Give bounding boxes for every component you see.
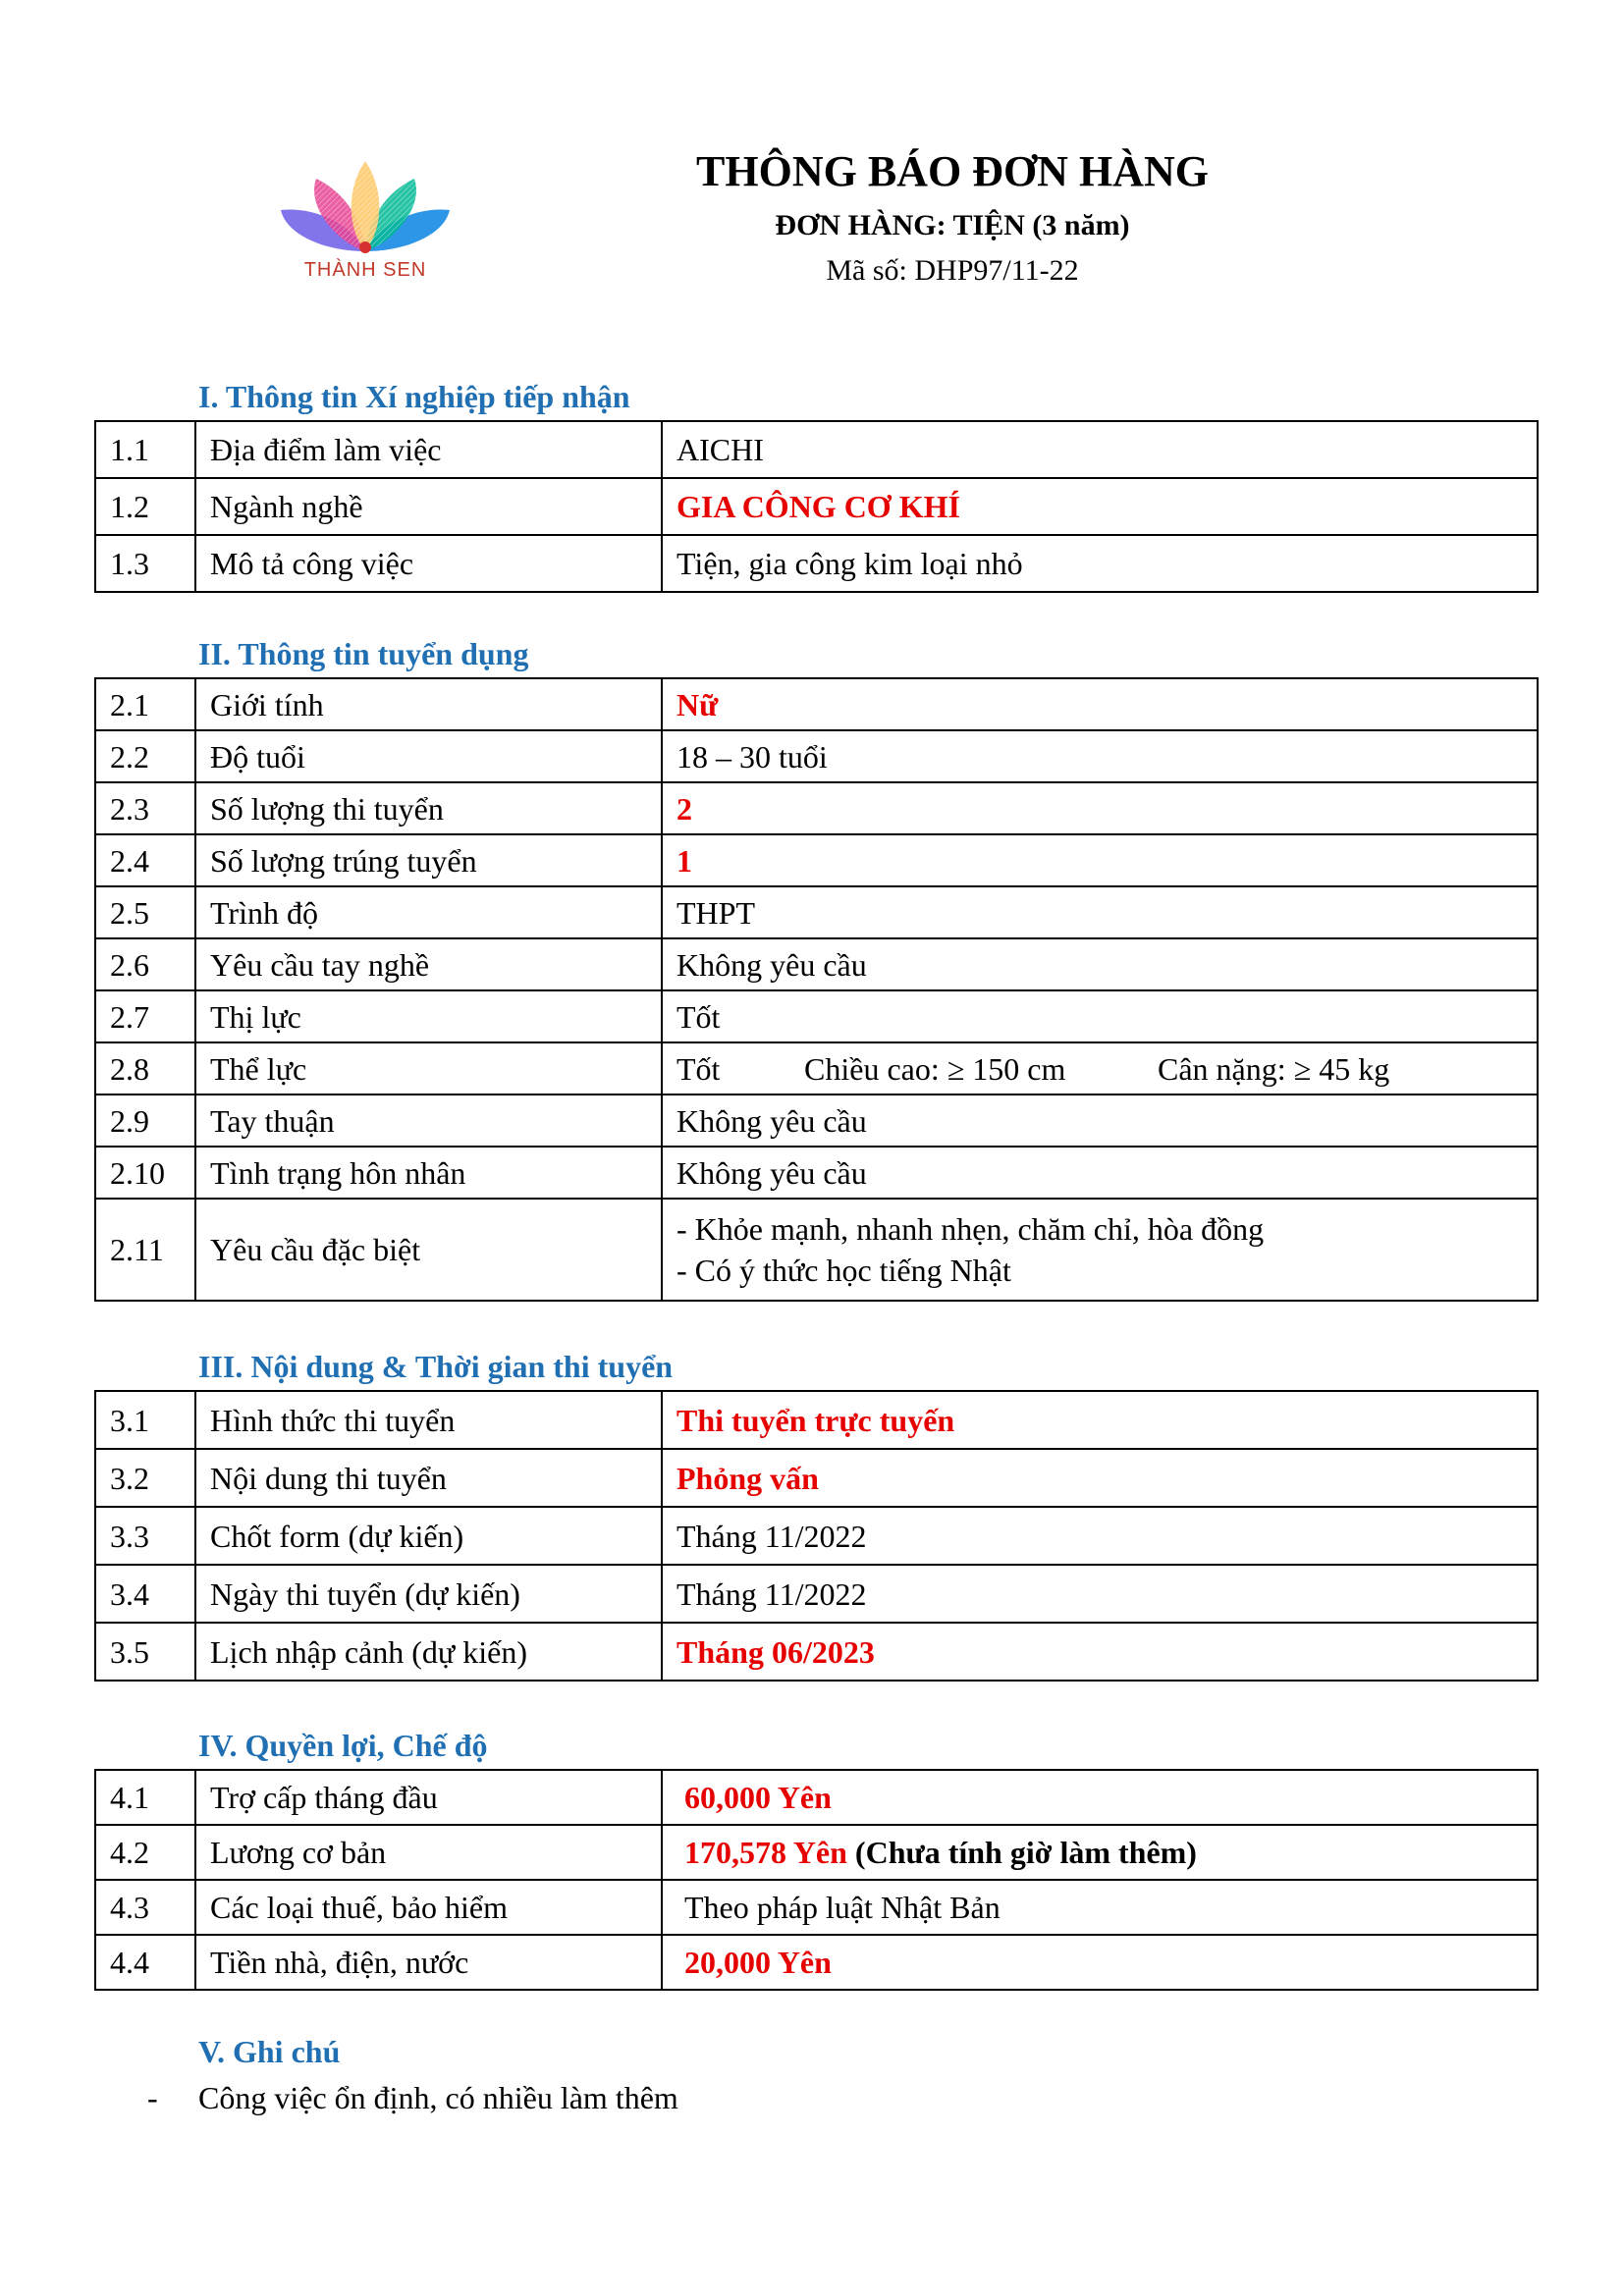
row-value: 60,000 Yên <box>662 1770 1538 1825</box>
row-label: Số lượng trúng tuyển <box>195 834 662 886</box>
table-row <box>95 1623 1538 1681</box>
row-label: Số lượng thi tuyển <box>195 782 662 834</box>
row-label: Mô tả công việc <box>195 535 662 592</box>
row-number: 3.5 <box>95 1623 195 1681</box>
row-value: Nữ <box>662 678 1538 730</box>
row-label: Độ tuổi <box>195 730 662 782</box>
row-label: Chốt form (dự kiến) <box>195 1507 662 1565</box>
row-value <box>662 1042 1538 1095</box>
table-row <box>95 421 1538 478</box>
row-number: 3.4 <box>95 1565 195 1623</box>
row-number: 2.5 <box>95 886 195 938</box>
salary-value: 170,578 Yên <box>684 1835 847 1870</box>
row-value: 2 <box>662 782 1538 834</box>
row-value: Không yêu cầu <box>662 1147 1538 1199</box>
table-row <box>95 1770 1538 1825</box>
note-text: Công việc ổn định, có nhiều làm thêm <box>198 2080 678 2115</box>
row-number: 4.3 <box>95 1880 195 1935</box>
row-number: 3.2 <box>95 1449 195 1507</box>
section-3-title: III. Nội dung & Thời gian thi tuyển <box>198 1349 674 1384</box>
table-row <box>95 1507 1538 1565</box>
row-value <box>662 1199 1538 1301</box>
row-value: AICHI <box>662 421 1538 478</box>
row-value: THPT <box>662 886 1538 938</box>
table-row <box>95 990 1538 1042</box>
row-label: Thị lực <box>195 990 662 1042</box>
row-label: Hình thức thi tuyển <box>195 1391 662 1449</box>
row-number: 2.3 <box>95 782 195 834</box>
note-item <box>147 2077 678 2118</box>
row-value: Không yêu cầu <box>662 1095 1538 1147</box>
row-label: Trợ cấp tháng đầu <box>195 1770 662 1825</box>
table-row <box>95 678 1538 730</box>
row-number: 4.1 <box>95 1770 195 1825</box>
logo-text: THÀNH SEN <box>303 259 427 281</box>
section-4-table <box>94 1769 1539 1991</box>
row-number: 1.3 <box>95 535 195 592</box>
row-label: Tay thuận <box>195 1095 662 1147</box>
table-row <box>95 535 1538 592</box>
row-number: 1.2 <box>95 478 195 535</box>
lotus-icon <box>277 157 454 265</box>
row-label: Yêu cầu đặc biệt <box>195 1199 662 1301</box>
row-number: 4.2 <box>95 1825 195 1880</box>
page-title: THÔNG BÁO ĐƠN HÀNG <box>696 147 1209 195</box>
row-number: 2.8 <box>95 1042 195 1095</box>
order-code: Mã số: DHP97/11-22 <box>826 254 1079 287</box>
table-row <box>95 1199 1538 1301</box>
table-row <box>95 1095 1538 1147</box>
section-2-table <box>94 677 1539 1302</box>
row-value: Tháng 06/2023 <box>662 1623 1538 1681</box>
section-5-title: V. Ghi chú <box>198 2034 341 2069</box>
row-value <box>662 1825 1538 1880</box>
row-label: Tình trạng hôn nhân <box>195 1147 662 1199</box>
row-number: 2.4 <box>95 834 195 886</box>
table-row <box>95 730 1538 782</box>
section-4-title: IV. Quyền lợi, Chế độ <box>198 1728 488 1763</box>
weight-requirement: Cân nặng: ≥ 45 kg <box>1158 1050 1390 1087</box>
table-row <box>95 1449 1538 1507</box>
height-requirement: Chiều cao: ≥ 150 cm <box>804 1050 1066 1087</box>
row-value: Không yêu cầu <box>662 938 1538 990</box>
row-number: 2.9 <box>95 1095 195 1147</box>
table-row <box>95 1147 1538 1199</box>
table-row <box>95 1935 1538 1990</box>
row-label: Yêu cầu tay nghề <box>195 938 662 990</box>
row-label: Tiền nhà, điện, nước <box>195 1935 662 1990</box>
row-value: Phỏng vấn <box>662 1449 1538 1507</box>
company-logo <box>277 157 454 289</box>
row-number: 2.10 <box>95 1147 195 1199</box>
row-number: 1.1 <box>95 421 195 478</box>
row-label: Ngành nghề <box>195 478 662 535</box>
row-value: 18 – 30 tuổi <box>662 730 1538 782</box>
table-row <box>95 834 1538 886</box>
section-2-title: II. Thông tin tuyển dụng <box>198 636 529 671</box>
order-subtitle: ĐƠN HÀNG: TIỆN (3 năm) <box>775 209 1130 241</box>
special-requirement-line: - Khỏe mạnh, nhanh nhẹn, chăm chỉ, hòa đồng <box>676 1211 1265 1247</box>
row-number: 2.11 <box>95 1199 195 1301</box>
table-row <box>95 1042 1538 1095</box>
section-1-table <box>94 420 1539 593</box>
table-row <box>95 1825 1538 1880</box>
row-number: 2.1 <box>95 678 195 730</box>
row-value: Theo pháp luật Nhật Bản <box>662 1880 1538 1935</box>
row-label: Nội dung thi tuyển <box>195 1449 662 1507</box>
table-row <box>95 478 1538 535</box>
fitness-value: Tốt <box>676 1050 721 1087</box>
table-row <box>95 1391 1538 1449</box>
row-label: Địa điểm làm việc <box>195 421 662 478</box>
row-value: Tiện, gia công kim loại nhỏ <box>662 535 1538 592</box>
row-value: 20,000 Yên <box>662 1935 1538 1990</box>
section-1-title: I. Thông tin Xí nghiệp tiếp nhận <box>198 379 630 414</box>
row-number: 2.7 <box>95 990 195 1042</box>
row-number: 2.2 <box>95 730 195 782</box>
salary-note: (Chưa tính giờ làm thêm) <box>854 1835 1197 1870</box>
special-requirement-line: - Có ý thức học tiếng Nhật <box>676 1253 1011 1288</box>
row-value: Tốt <box>662 990 1538 1042</box>
table-row <box>95 782 1538 834</box>
row-label: Ngày thi tuyển (dự kiến) <box>195 1565 662 1623</box>
row-number: 3.1 <box>95 1391 195 1449</box>
row-label: Thể lực <box>195 1042 662 1095</box>
row-label: Giới tính <box>195 678 662 730</box>
table-row <box>95 1565 1538 1623</box>
row-number: 3.3 <box>95 1507 195 1565</box>
table-row <box>95 886 1538 938</box>
row-value: Tháng 11/2022 <box>662 1507 1538 1565</box>
note-bullet: - <box>147 2080 158 2115</box>
row-label: Các loại thuế, bảo hiểm <box>195 1880 662 1935</box>
row-number: 2.6 <box>95 938 195 990</box>
row-label: Trình độ <box>195 886 662 938</box>
row-value: 1 <box>662 834 1538 886</box>
row-label: Lịch nhập cảnh (dự kiến) <box>195 1623 662 1681</box>
row-number: 4.4 <box>95 1935 195 1990</box>
row-label: Lương cơ bản <box>195 1825 662 1880</box>
row-value: Tháng 11/2022 <box>662 1565 1538 1623</box>
table-row <box>95 1880 1538 1935</box>
table-row <box>95 938 1538 990</box>
row-value: Thi tuyển trực tuyến <box>662 1391 1538 1449</box>
row-value: GIA CÔNG CƠ KHÍ <box>662 478 1538 535</box>
document-header <box>609 145 1296 291</box>
section-3-table <box>94 1390 1539 1682</box>
